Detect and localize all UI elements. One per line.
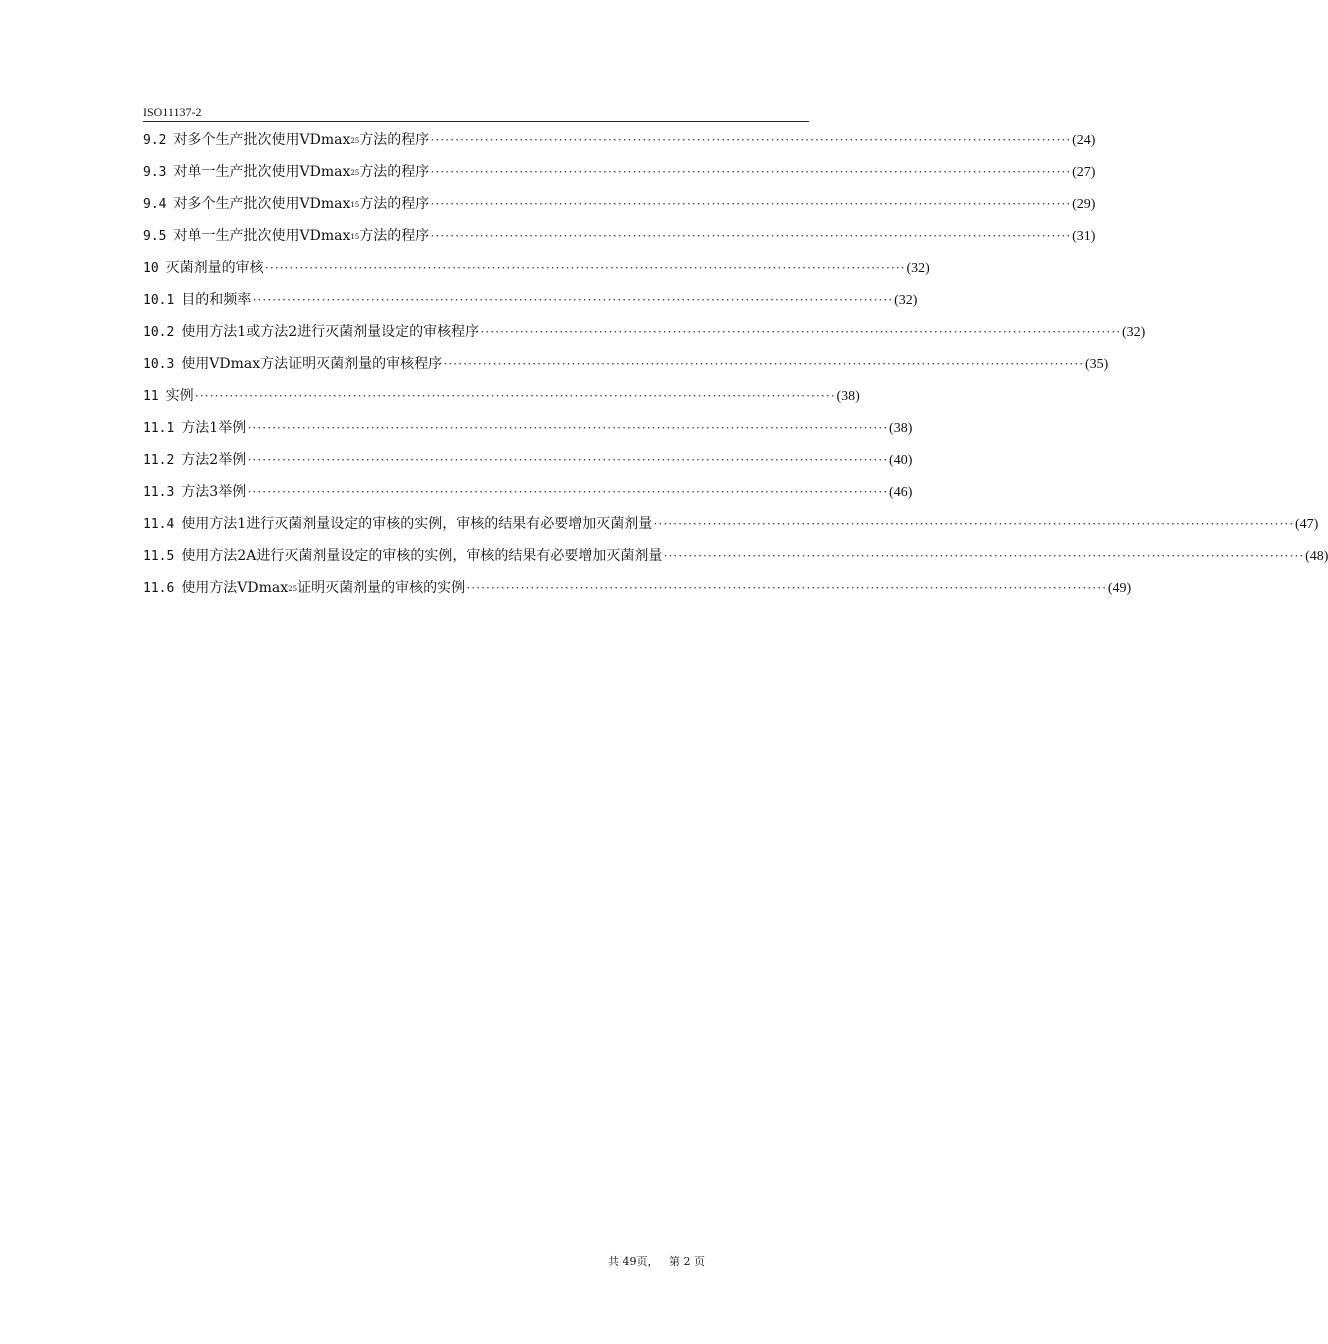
toc-leader-dots: ·································································································································· [480,324,1121,339]
table-of-contents [143,128,1328,608]
toc-entry[interactable] [143,448,913,480]
toc-leader-dots: ·································································································································· [653,516,1295,531]
toc-entry-subscript: 15 [350,233,360,241]
toc-entry-number: 11.3 [143,485,175,500]
toc-entry-page: (32) [1121,325,1146,340]
toc-entry-page: (31) [1072,229,1096,244]
toc-entry-title-text: 对多个生产批次使用VDmax [173,132,351,148]
toc-entry-subscript: 25 [350,137,360,145]
toc-entry-title-text: 方法3举例 [181,484,247,500]
toc-leader-dots: ·································································································································· [247,452,889,467]
toc-entry-title-text: 方法2举例 [181,452,247,468]
toc-entry-title-suffix: 方法的程序 [359,196,430,212]
toc-entry-page: (32) [906,261,930,276]
toc-entry[interactable] [143,224,1096,256]
toc-entry-title [173,128,429,154]
toc-entry-title-text: 使用方法2A进行灭菌剂量设定的审核的实例，审核的结果有必要增加灭菌剂量 [181,548,663,564]
toc-entry[interactable] [143,480,913,512]
toc-entry-title [181,544,662,568]
toc-entry-title-text: 方法1举例 [181,420,247,436]
toc-entry-title-text: 灭菌剂量的审核 [165,260,264,276]
toc-entry[interactable] [143,192,1096,224]
toc-leader-dots: ·································································································································· [247,420,889,435]
toc-entry-number: 11.5 [143,549,175,564]
toc-entry-page: (46) [889,485,913,500]
toc-entry-title-text: 使用方法1或方法2进行灭菌剂量设定的审核程序 [181,324,480,340]
toc-leader-dots: ·································································································································· [247,484,889,499]
toc-entry-title [181,480,246,504]
toc-entry[interactable] [143,160,1096,192]
toc-entry-title-text: 对多个生产批次使用VDmax [173,196,351,212]
toc-entry-page: (35) [1084,357,1109,372]
toc-entry[interactable] [143,128,1096,160]
toc-entry-title-suffix: 证明灭菌剂量的审核的实例 [297,580,466,596]
toc-entry-number: 11.1 [143,421,175,436]
document-id: ISO11137-2 [143,105,202,119]
toc-entry-number: 10.1 [143,293,175,308]
toc-entry-title [181,288,251,312]
toc-entry-title [181,512,652,536]
toc-entry[interactable] [143,416,913,448]
toc-entry-number: 10 [143,261,159,276]
toc-entry-title-text: 使用方法VDmax [181,580,289,596]
toc-entry-number: 9.2 [143,133,167,148]
toc-entry-title-text: 对单一生产批次使用VDmax [173,164,351,180]
toc-entry[interactable] [143,576,1132,608]
toc-entry-subscript: 15 [350,201,360,209]
toc-entry[interactable] [143,288,918,320]
toc-entry[interactable] [143,544,1328,576]
toc-entry-page: (32) [894,293,918,308]
toc-leader-dots: ·································································································································· [430,196,1072,211]
toc-entry-title-text: 实例 [165,388,194,404]
toc-entry-title-text: 使用方法1进行灭菌剂量设定的审核的实例，审核的结果有必要增加灭菌剂量 [181,516,653,532]
toc-entry-page: (24) [1072,133,1096,148]
toc-leader-dots: ·································································································································· [430,132,1072,147]
toc-entry-title-suffix: 方法的程序 [359,164,430,180]
toc-entry[interactable] [143,352,1109,384]
toc-entry-page: (29) [1072,197,1096,212]
toc-leader-dots: ·································································································································· [663,548,1305,563]
toc-entry-number: 9.5 [143,229,167,244]
toc-entry-title [181,352,442,376]
toc-entry[interactable] [143,320,1146,352]
toc-leader-dots: ·································································································································· [194,388,836,403]
toc-entry-number: 9.3 [143,165,167,180]
toc-entry-subscript: 25 [288,585,298,593]
toc-entry-title-suffix: 方法的程序 [359,132,430,148]
toc-entry-title [173,160,429,186]
page-footer: 共 49页， 第 2 页 [608,1255,705,1268]
toc-entry-number: 11.6 [143,581,175,596]
toc-entry-page: (27) [1072,165,1096,180]
toc-entry-page: (49) [1107,581,1132,596]
toc-entry-title [181,320,479,344]
toc-entry[interactable] [143,512,1319,544]
toc-leader-dots: ·································································································································· [443,356,1084,371]
toc-leader-dots: ·································································································································· [430,164,1072,179]
toc-entry-title [173,224,429,250]
toc-entry-title [173,192,429,218]
toc-leader-dots: ·································································································································· [466,580,1107,595]
toc-entry-title-text: 目的和频率 [181,292,252,308]
toc-entry-number: 10.2 [143,325,175,340]
toc-entry-number: 9.4 [143,197,167,212]
toc-entry-number: 11.4 [143,517,175,532]
toc-entry-number: 11.2 [143,453,175,468]
toc-entry-title [181,448,246,472]
toc-entry-title [166,256,264,280]
toc-leader-dots: ·································································································································· [264,260,906,275]
toc-entry[interactable] [143,256,930,288]
toc-entry-title [166,384,194,408]
toc-leader-dots: ·································································································································· [430,228,1072,243]
toc-entry-page: (38) [836,389,860,404]
toc-entry-number: 10.3 [143,357,175,372]
toc-entry-title [181,416,246,440]
toc-entry-title-suffix: 方法的程序 [359,228,430,244]
toc-entry-title-text: 使用VDmax方法证明灭菌剂量的审核程序 [181,356,443,372]
toc-entry-title-text: 对单一生产批次使用VDmax [173,228,351,244]
toc-entry-page: (38) [889,421,913,436]
toc-entry-subscript: 25 [350,169,360,177]
document-header [143,104,809,122]
toc-entry-page: (40) [889,453,913,468]
toc-leader-dots: ·································································································································· [252,292,894,307]
toc-entry-title [181,576,465,602]
toc-entry-page: (47) [1295,517,1319,532]
toc-entry-page: (48) [1305,549,1328,564]
toc-entry-number: 11 [143,389,159,404]
toc-entry[interactable] [143,384,860,416]
